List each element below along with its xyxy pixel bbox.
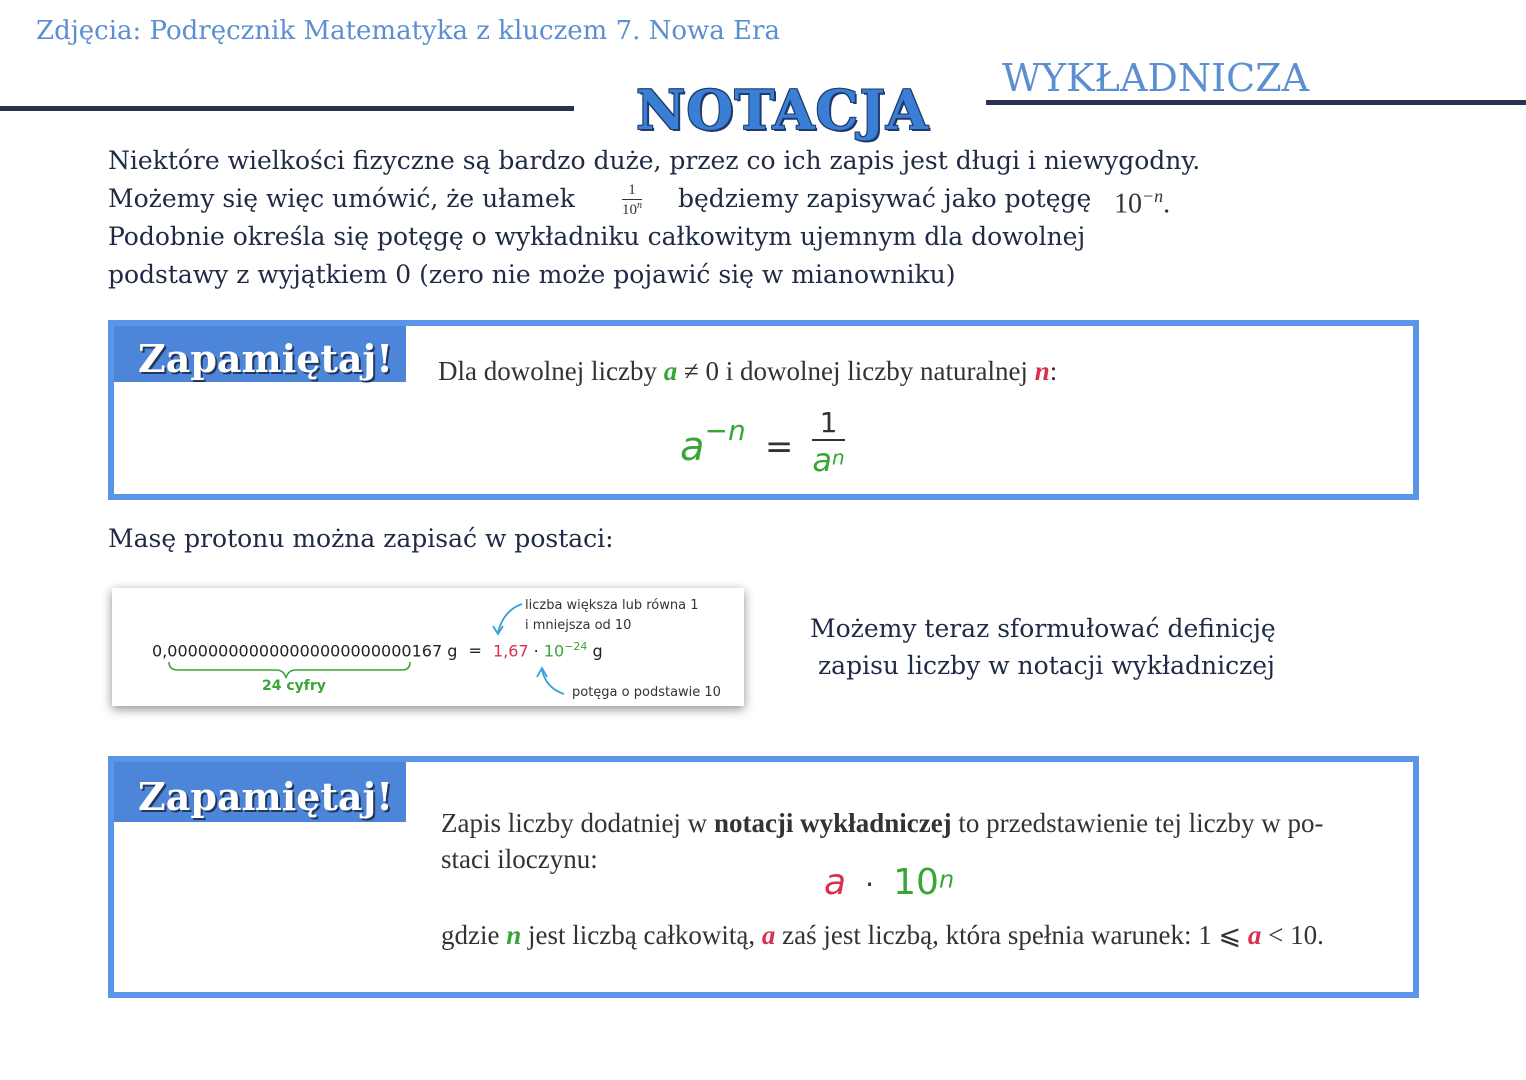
mantissa-note-line-2: i mniejsza od 10	[525, 618, 632, 633]
remember-box-2	[108, 756, 1419, 998]
mantissa-note-line-1: liczba większa lub równa 1	[525, 598, 699, 613]
title-rule-left	[0, 106, 574, 111]
remember-badge: Zapamiętaj!	[114, 762, 406, 822]
side-text-line-2: zapisu liczby w notacji wykładniczej	[818, 651, 1275, 680]
intro-line-1: Niektóre wielkości fizyczne są bardzo duże, przez co ich zapis jest długi i niewygodny.	[108, 146, 1201, 175]
brace-label: 24 cyfry	[262, 678, 326, 694]
title-rule-right	[986, 100, 1526, 105]
source-credit: Zdjęcia: Podręcznik Matematyka z kluczem 7. Nowa Era	[36, 16, 780, 46]
remember-box-1	[108, 320, 1419, 500]
intro-line-2a: Możemy się więc umówić, że ułamek	[108, 184, 575, 213]
page-subtitle: WYKŁADNICZA	[1002, 56, 1310, 100]
intro-line-2b: będziemy zapisywać jako potęgę	[678, 184, 1092, 213]
power-note: potęga o podstawie 10	[572, 685, 721, 700]
formula-fraction: 1 $a^n$	[812, 406, 845, 479]
remember-badge: Zapamiętaj!	[114, 326, 406, 382]
negative-exponent-formula: a−n = 1 $a^n$	[680, 406, 845, 479]
power-10-minus-n: $10^{-n}$.	[1114, 186, 1171, 220]
definition-line-2: staci iloczynu:	[441, 844, 598, 874]
proton-caption: Masę protonu można zapisać w postaci:	[108, 524, 614, 553]
fraction-denominator: 10$^n$	[622, 200, 642, 218]
definition-line-1: Zapis liczby dodatniej w notacji wykładniczej to przedstawienie tej liczby w po-	[441, 808, 1324, 838]
scientific-notation-formula: a · 10$^n$	[824, 862, 955, 903]
proton-mass-decimal: 0,000000000000000000000000167 $g = 1,67 \cdot 10^{-24}$ g	[152, 640, 603, 661]
fraction-1-over-10n	[622, 182, 642, 219]
negative-exponent-rule: Dla dowolnej liczby a ≠ 0 i dowolnej liczby naturalnej n:	[438, 356, 1058, 386]
side-text-line-1: Możemy teraz sformułować definicję	[810, 614, 1276, 643]
intro-line-4: podstawy z wyjątkiem 0 (zero nie może pojawić się w mianowniku)	[108, 260, 956, 289]
fraction-numerator: 1	[622, 182, 642, 200]
definition-condition: gdzie n jest liczbą całkowitą, a zaś jest liczbą, która spełnia warunek: 1 ⩽ a < 10.	[441, 920, 1324, 950]
intro-line-3: Podobnie określa się potęgę o wykładniku całkowitym ujemnym dla dowolnej	[108, 222, 1086, 251]
page-title: NOTACJA	[636, 78, 929, 142]
proton-mass-figure	[112, 588, 744, 706]
